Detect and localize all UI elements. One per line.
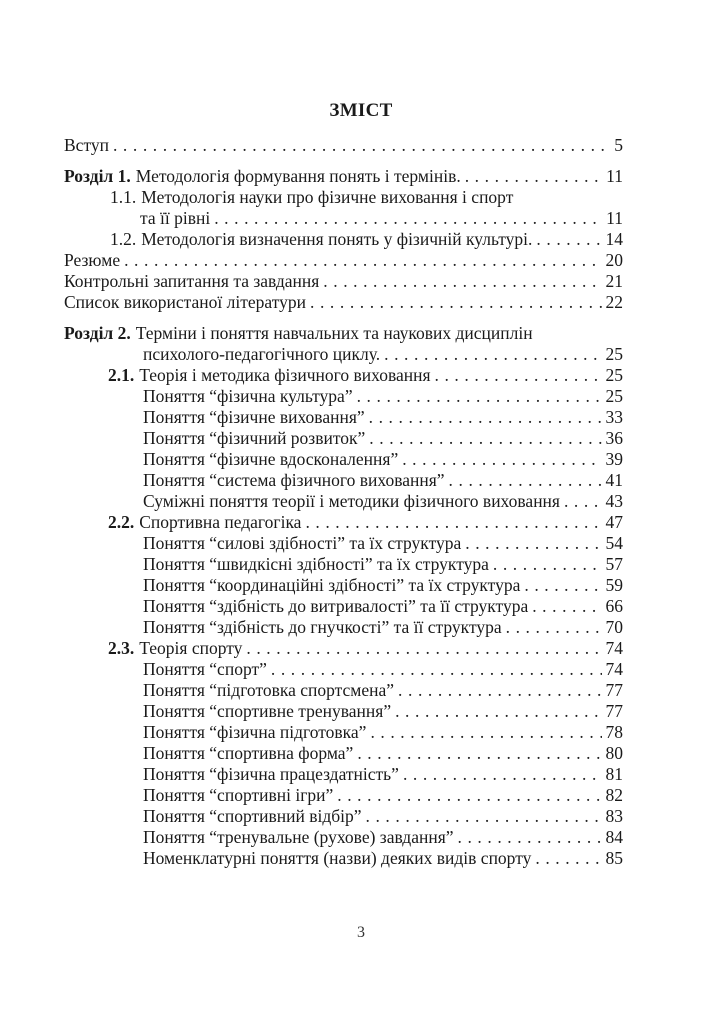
- toc-entry-text: Список використаної літератури: [64, 292, 307, 312]
- toc-entry-item[interactable]: [64, 470, 623, 491]
- dot-leader: [506, 617, 602, 638]
- toc-entry-item[interactable]: [64, 722, 623, 743]
- toc-page-number: 43: [605, 491, 623, 511]
- toc-page-number: 41: [605, 470, 623, 490]
- dot-leader: [465, 533, 601, 554]
- toc-entry-section-1-1-cont[interactable]: [64, 208, 623, 229]
- dot-leader: [369, 407, 602, 428]
- toc-entry-resume[interactable]: [64, 250, 623, 271]
- dot-leader: [458, 827, 602, 848]
- toc-entry-section-2-3[interactable]: [64, 638, 623, 659]
- toc-page-number: 11: [606, 166, 623, 186]
- toc-entry-section-1-2[interactable]: [64, 229, 623, 250]
- dot-leader: [357, 743, 601, 764]
- toc-entry-section-2-2[interactable]: [64, 512, 623, 533]
- toc-entry-text: Контрольні запитання та завдання: [64, 271, 320, 291]
- toc-entry-text: Поняття “здібність до гнучкості” та її структура: [143, 617, 502, 637]
- toc-entry-item[interactable]: [64, 680, 623, 701]
- toc-entry-text: Вступ: [64, 135, 109, 155]
- section-number: 1.1.: [110, 187, 137, 207]
- toc-entry-text: Суміжні поняття теорії і методики фізичного виховання: [143, 491, 560, 511]
- dot-leader: [113, 135, 610, 156]
- toc-page-number: 25: [605, 386, 623, 406]
- dot-leader: [524, 575, 601, 596]
- dot-leader: [449, 470, 602, 491]
- toc-entry-item[interactable]: [64, 785, 623, 806]
- dot-leader: [384, 344, 601, 365]
- toc-entry-text: Резюме: [64, 250, 121, 270]
- toc-entry-item[interactable]: [64, 848, 623, 869]
- toc-entry-item[interactable]: [64, 407, 623, 428]
- toc-page-number: 25: [605, 344, 623, 364]
- toc-page-number: 66: [605, 596, 623, 616]
- dot-leader: [402, 449, 601, 470]
- toc-page-number: 5: [614, 135, 623, 155]
- toc-entry-item[interactable]: [64, 575, 623, 596]
- toc-entry-text: Поняття “спортивні ігри”: [143, 785, 334, 805]
- toc-page-number: 39: [605, 449, 623, 469]
- toc-entry-item[interactable]: [64, 659, 623, 680]
- toc-page-number: 54: [605, 533, 623, 553]
- toc-page-number: 82: [605, 785, 623, 805]
- toc-entry-text: Методологія науки про фізичне виховання і спорт: [141, 187, 514, 207]
- toc-page-number: 14: [605, 229, 623, 249]
- toc-entry-text: Методологія формування понять і термінів.: [135, 166, 461, 186]
- toc-entry-chapter-2[interactable]: [64, 323, 623, 344]
- toc-entry-text: Поняття “фізичний розвиток”: [143, 428, 366, 448]
- page-number: 3: [357, 924, 365, 941]
- toc-entry-intro[interactable]: [64, 135, 623, 156]
- dot-leader: [532, 596, 601, 617]
- toc-page-number: 77: [605, 680, 623, 700]
- dot-leader: [564, 491, 602, 512]
- toc-page-number: 80: [605, 743, 623, 763]
- toc-page-number: 74: [605, 659, 623, 679]
- toc-page-number: 74: [605, 638, 623, 658]
- toc-entry-text: Поняття “фізичне виховання”: [143, 407, 365, 427]
- section-number: 2.3.: [108, 638, 135, 658]
- toc-entry-item[interactable]: [64, 827, 623, 848]
- toc-entry-item[interactable]: [64, 701, 623, 722]
- toc-entry-text: Поняття “спорт”: [143, 659, 267, 679]
- dot-leader: [305, 512, 601, 533]
- toc-entry-text: Поняття “система фізичного виховання”: [143, 470, 445, 490]
- section-number: 2.1.: [108, 365, 135, 385]
- dot-leader: [369, 428, 601, 449]
- toc-entry-text: Поняття “фізична працездатність”: [143, 764, 399, 784]
- dot-leader: [535, 848, 601, 869]
- dot-leader: [310, 292, 601, 313]
- toc-page-number: 36: [605, 428, 623, 448]
- toc-entry-text: Поняття “фізичне вдосконалення”: [143, 449, 399, 469]
- toc-page-number: 84: [605, 827, 623, 847]
- toc-page-number: 59: [605, 575, 623, 595]
- dot-leader: [395, 701, 601, 722]
- toc-page-number: 77: [605, 701, 623, 721]
- toc-entry-text: Поняття “підготовка спортсмена”: [143, 680, 395, 700]
- toc-entry-text: Поняття “здібність до витривалості” та її структура: [143, 596, 529, 616]
- dot-leader: [398, 680, 601, 701]
- dot-leader: [366, 806, 602, 827]
- toc-entry-text: Теорія спорту: [139, 638, 243, 658]
- toc-entry-item[interactable]: [64, 596, 623, 617]
- dot-leader: [493, 554, 602, 575]
- section-number: 2.2.: [108, 512, 135, 532]
- toc-entry-text: Поняття “спортивне тренування”: [143, 701, 392, 721]
- toc-page-number: 70: [605, 617, 623, 637]
- dot-leader: [337, 785, 601, 806]
- toc-entry-item[interactable]: [64, 533, 623, 554]
- dot-leader: [246, 638, 601, 659]
- toc-page-number: 33: [605, 407, 623, 427]
- toc-page-number: 20: [605, 250, 623, 270]
- toc-entry-text: Спортивна педагогіка: [139, 512, 302, 532]
- toc-entry-text: та її рівні: [140, 208, 211, 228]
- toc-page-number: 11: [606, 208, 623, 228]
- toc-entry-item[interactable]: [64, 428, 623, 449]
- toc-page-number: 81: [605, 764, 623, 784]
- toc-entry-text: Поняття “спортивний відбір”: [143, 806, 362, 826]
- toc-entry-text: Поняття “швидкісні здібності” та їх структура: [143, 554, 489, 574]
- toc-entry-text: Поняття “тренувальне (рухове) завдання”: [143, 827, 454, 847]
- toc-entry-text: Номенклатурні поняття (назви) деяких видів спорту: [143, 848, 532, 868]
- toc-page-number: 85: [605, 848, 623, 868]
- dot-leader: [124, 250, 601, 271]
- page-title: ЗМІСТ: [329, 100, 393, 121]
- dot-leader: [323, 271, 601, 292]
- toc-page-number: 25: [605, 365, 623, 385]
- dot-leader: [536, 229, 601, 250]
- toc-entry-item[interactable]: [64, 743, 623, 764]
- toc-entry-section-2-1[interactable]: [64, 365, 623, 386]
- toc-entry-text: Поняття “координаційні здібності” та їх структура: [143, 575, 521, 595]
- dot-leader: [357, 386, 602, 407]
- dot-leader: [435, 365, 602, 386]
- toc-entry-item[interactable]: [64, 449, 623, 470]
- toc-entry-literature[interactable]: [64, 292, 623, 313]
- toc-entry-text: Терміни і поняття навчальних та наукових дисциплін: [135, 323, 533, 343]
- toc-page-number: 21: [605, 271, 623, 291]
- toc-entry-item[interactable]: [64, 386, 623, 407]
- toc-entry-text: Поняття “фізична підготовка”: [143, 722, 367, 742]
- toc-entry-item[interactable]: [64, 554, 623, 575]
- chapter-label: Розділ 2.: [64, 323, 131, 343]
- section-number: 1.2.: [110, 229, 137, 249]
- toc-entry-text: Методологія визначення понять у фізичній культурі.: [141, 229, 533, 249]
- toc-entry-text: Поняття “силові здібності” та їх структура: [143, 533, 462, 553]
- toc-entry-chapter-2-cont[interactable]: [64, 344, 623, 365]
- toc-page-number: 78: [605, 722, 623, 742]
- dot-leader: [271, 659, 602, 680]
- toc-page-number: 22: [605, 292, 623, 312]
- toc-entry-questions[interactable]: [64, 271, 623, 292]
- toc-entry-chapter-1[interactable]: [64, 166, 623, 187]
- table-of-contents: [64, 135, 623, 869]
- toc-entry-item[interactable]: [64, 491, 623, 512]
- toc-entry-section-1-1[interactable]: [64, 187, 623, 208]
- toc-entry-item[interactable]: [64, 764, 623, 785]
- toc-entry-text: Поняття “спортивна форма”: [143, 743, 354, 763]
- chapter-label: Розділ 1.: [64, 166, 131, 186]
- toc-page-number: 57: [605, 554, 623, 574]
- dot-leader: [403, 764, 602, 785]
- toc-entry-item[interactable]: [64, 806, 623, 827]
- toc-page-number: 83: [605, 806, 623, 826]
- toc-entry-text: психолого-педагогічного циклу.: [143, 344, 381, 364]
- dot-leader: [465, 166, 602, 187]
- toc-entry-text: Поняття “фізична культура”: [143, 386, 353, 406]
- dot-leader: [370, 722, 601, 743]
- toc-entry-text: Теорія і методика фізичного виховання: [139, 365, 431, 385]
- toc-page-number: 47: [605, 512, 623, 532]
- dot-leader: [214, 208, 602, 229]
- toc-entry-item[interactable]: [64, 617, 623, 638]
